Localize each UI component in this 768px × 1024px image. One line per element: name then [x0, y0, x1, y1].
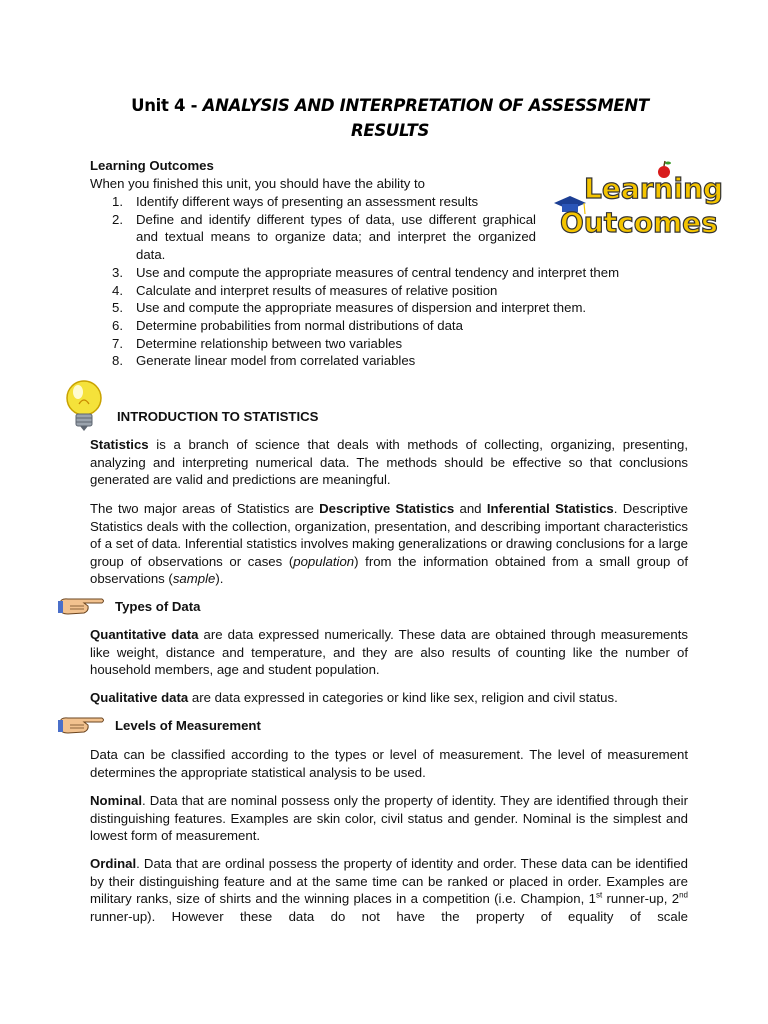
quantitative-paragraph: Quantitative data are data expressed numerically. These data are obtained through measurements like weight, distance and temperature, and they are also results of counting like the number of household members, age and student population. [90, 627, 688, 678]
levels-intro-paragraph: Data can be classified according to the types or level of measurement. The level of measurement determines the appropriate statistical analysis to be used. [90, 747, 688, 780]
page-title [90, 93, 690, 143]
list-item: 3. Use and compute the appropriate measures of central tendency and interpret them [112, 264, 620, 280]
list-item: 6. Determine probabilities from normal distributions of data [112, 317, 463, 333]
levels-heading: Levels of Measurement [115, 718, 261, 733]
learning-outcomes-intro: When you finished this unit, you should have the ability to [90, 176, 426, 191]
title-prefix: Unit 4 - [131, 96, 203, 115]
qualitative-paragraph: Qualitative data are data expressed in categories or kind like sex, religion and civil status. [90, 690, 618, 705]
title-main: ANALYSIS AND INTERPRETATION OF ASSESSMENT [202, 96, 649, 115]
logo-word-1: Learning [584, 172, 724, 205]
statistics-paragraph: Statistics is a branch of science that deals with methods of collecting, organizing, presenting, analyzing and interpreting numerical data. The methods should be effective so that conclusions generated are valid and predictions are meaningful. [90, 437, 688, 488]
lightbulb-icon [63, 378, 105, 434]
logo-word-2: Outcomes [560, 206, 718, 239]
list-item: 4. Calculate and interpret results of measures of relative position [112, 282, 498, 298]
list-item: 8. Generate linear model from correlated variables [112, 353, 416, 369]
learning-outcomes-list [90, 193, 680, 370]
ordinal-paragraph: Ordinal. Data that are ordinal possess the property of identity and order. These data can be identified by their distinguishing feature and at the same time can be ranked or placed in order. Examples are military ranks, size of shirts and the winning places in a competition (i.e. Champion, 1st runner-up, 2nd runner-up). However these data do not have the property of equality of scale [90, 856, 688, 924]
title-line2: RESULTS [350, 121, 430, 140]
nominal-paragraph: Nominal. Data that are nominal possess only the property of identity. They are identified through their distinguishing features. Examples are skin color, civil status and gender. Nominal is the simplest and lowest form of measurement. [90, 793, 688, 844]
list-item: 7. Determine relationship between two variables [112, 335, 403, 351]
pointing-hand-icon [58, 594, 106, 618]
list-item: 2. Define and identify different types of data, use different graphical and textual means to organize data; and interpret the organized data. [112, 211, 536, 263]
types-heading: Types of Data [115, 599, 201, 614]
learning-outcomes-heading: Learning Outcomes [90, 158, 214, 173]
intro-heading: INTRODUCTION TO STATISTICS [117, 409, 319, 424]
list-item: 1. Identify different ways of presenting an assessment results [112, 194, 479, 209]
list-item: 5. Use and compute the appropriate measures of dispersion and interpret them. [112, 300, 587, 316]
pointing-hand-icon [58, 713, 106, 737]
areas-paragraph: The two major areas of Statistics are Descriptive Statistics and Inferential Statistics. Descriptive Statistics deals with the collection, organization, presentation, and describing important characteristics of a set of data. Inferential statistics involves making generalizations or drawing conclusions for a large group of observations or cases (population) from the information obtained from a small group of observations (sample). [90, 501, 688, 587]
